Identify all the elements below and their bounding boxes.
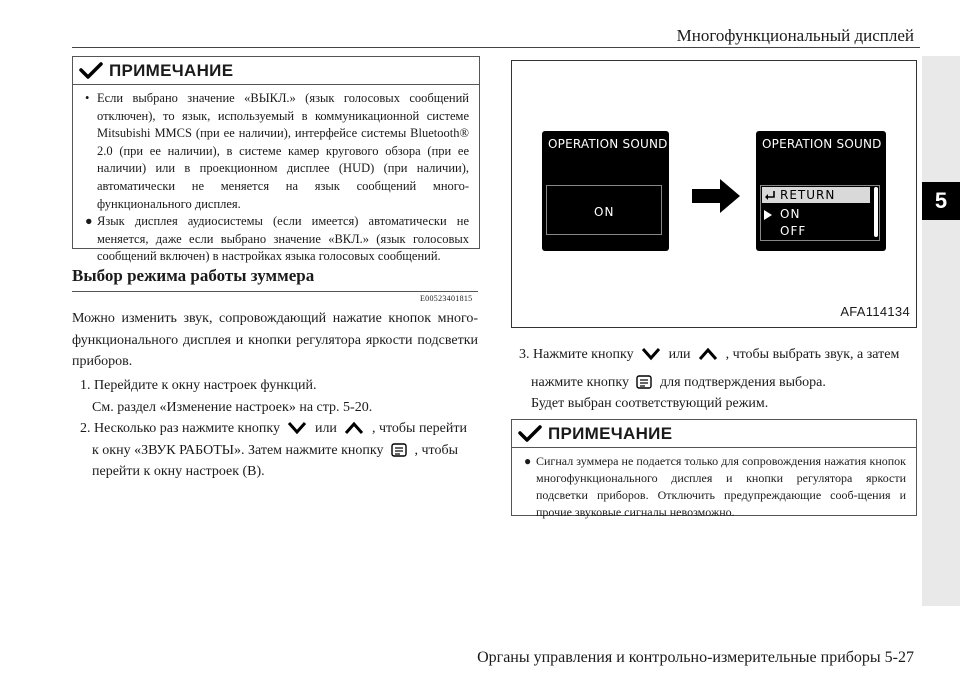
section-code: E00523401815 xyxy=(420,294,473,303)
menu-button-icon xyxy=(391,443,407,457)
step-number: 3. xyxy=(519,347,530,362)
step-2-text-c: к окну «ЗВУК РАБОТЫ». Затем нажмите кнопку xyxy=(92,442,384,458)
selection-pointer-icon xyxy=(764,210,772,220)
note-item xyxy=(522,453,906,521)
screen-title: OPERATION SOUND xyxy=(762,137,882,151)
figure-code: AFA114134 xyxy=(840,304,910,319)
step-2-line-3: перейти к окну настроек (B). xyxy=(92,464,265,479)
note-item-text: Язык дисплея аудиосистемы (если имеется) автоматически не меняется, даже если выбрано значение «ВКЛ.» (язык голосовых сообщений включен) в настройках языка голосовых сообщений. xyxy=(97,214,469,264)
step-3-text-c: нажмите кнопку xyxy=(531,374,629,390)
display-illustration xyxy=(511,60,917,328)
step-number: 2. xyxy=(80,421,91,436)
screen-return-label: RETURN xyxy=(780,188,836,202)
note-item-text: Если выбрано значение «ВЫКЛ.» (язык голосовых сообщений отключен), то язык, используемый в коммуникационной системе Mitsubishi MMCS (при ее наличии), интерфейсе системы Bluetooth® 2.0 (при ее наличии), в системе камер кругового обзора (при ее наличии) или в проекционном дисплее (HUD) (при наличии), автоматически не меняется на язык сообщений много-функционального дисплея. xyxy=(97,91,469,211)
screen-value: ON xyxy=(594,205,615,219)
step-2-text-b: , чтобы перейти xyxy=(371,421,467,436)
display-screen-b xyxy=(756,131,886,251)
intro-paragraph: Можно изменить звук, сопровождающий нажатие кнопок много-функционального дисплея и кнопки регулятора яркости подсветки приборов. xyxy=(72,311,478,369)
chapter-side-tab xyxy=(922,56,960,606)
note-bullet: ● xyxy=(524,454,532,468)
screen-option-off: OFF xyxy=(780,224,807,238)
chevron-up-icon xyxy=(698,347,718,361)
note-header xyxy=(512,420,916,448)
menu-button-icon xyxy=(636,375,652,389)
chevron-down-icon xyxy=(641,347,661,361)
note-bullet: ● xyxy=(85,214,93,229)
note-item xyxy=(83,90,469,213)
step-3-text-d: для подтверждения выбора. xyxy=(659,374,826,390)
chapter-number: 5 xyxy=(922,182,960,220)
header-rule xyxy=(72,47,920,48)
step-2-line-2 xyxy=(80,440,478,462)
section-title: Выбор режима работы зуммера xyxy=(72,266,315,285)
chevron-up-icon xyxy=(344,421,364,435)
step-1 xyxy=(80,375,478,418)
note-item-text: Сигнал зуммера не подается только для сопровождения нажатия кнопок многофункционального дисплея и кнопки регулятора яркости подсветки приборов. Отключить предупреждающие сооб-щения и прочие звуковые сигналы невозможно. xyxy=(536,454,906,519)
step-2-text-d: , чтобы xyxy=(414,442,459,458)
note-body xyxy=(73,85,479,272)
note-body xyxy=(512,448,916,527)
step-1-line-2: См. раздел «Изменение настроек» на стр. 5-20. xyxy=(92,399,373,415)
screen-option-on: ON xyxy=(780,207,801,221)
section-rule xyxy=(72,291,478,292)
step-2-line-1 xyxy=(80,418,478,440)
step-3-line-2 xyxy=(519,372,915,394)
step-3-text-b: , чтобы выбрать звук, а затем xyxy=(725,347,900,362)
step-1-text: Перейдите к окну настроек функций. xyxy=(94,378,317,393)
step-2-or: или xyxy=(314,421,337,436)
note-header xyxy=(73,57,479,85)
display-screen-a xyxy=(542,131,669,251)
step-3-or: или xyxy=(668,347,691,362)
page-header-title: Многофункциональный дисплей xyxy=(676,26,914,45)
note-item xyxy=(83,213,469,266)
return-arrow-icon xyxy=(764,190,776,200)
arrow-right-icon xyxy=(692,179,740,213)
step-3-line-1 xyxy=(519,344,915,366)
step-3-text-a: Нажмите кнопку xyxy=(533,347,634,362)
note-bullet: • xyxy=(85,91,90,105)
note-title: ПРИМЕЧАНИЕ xyxy=(548,423,673,443)
step-number: 1. xyxy=(80,378,91,393)
step-3-line-3: Будет выбран соответствующий режим. xyxy=(531,396,769,411)
chevron-down-icon xyxy=(287,421,307,435)
note-box-buzzer xyxy=(511,419,917,519)
screen-title: OPERATION SOUND xyxy=(548,137,668,151)
step-2-text-a: Несколько раз нажмите кнопку xyxy=(94,421,280,436)
step-1-line-1 xyxy=(80,375,478,397)
checkmark-icon xyxy=(518,425,542,443)
note-title: ПРИМЕЧАНИЕ xyxy=(109,60,234,80)
step-3 xyxy=(519,344,915,415)
step-2 xyxy=(80,418,478,483)
page-footer: Органы управления и контрольно-измерительные приборы 5-27 xyxy=(477,649,914,666)
note-box-language xyxy=(72,56,480,264)
screen-scrollbar xyxy=(874,187,878,237)
checkmark-icon xyxy=(79,62,103,80)
